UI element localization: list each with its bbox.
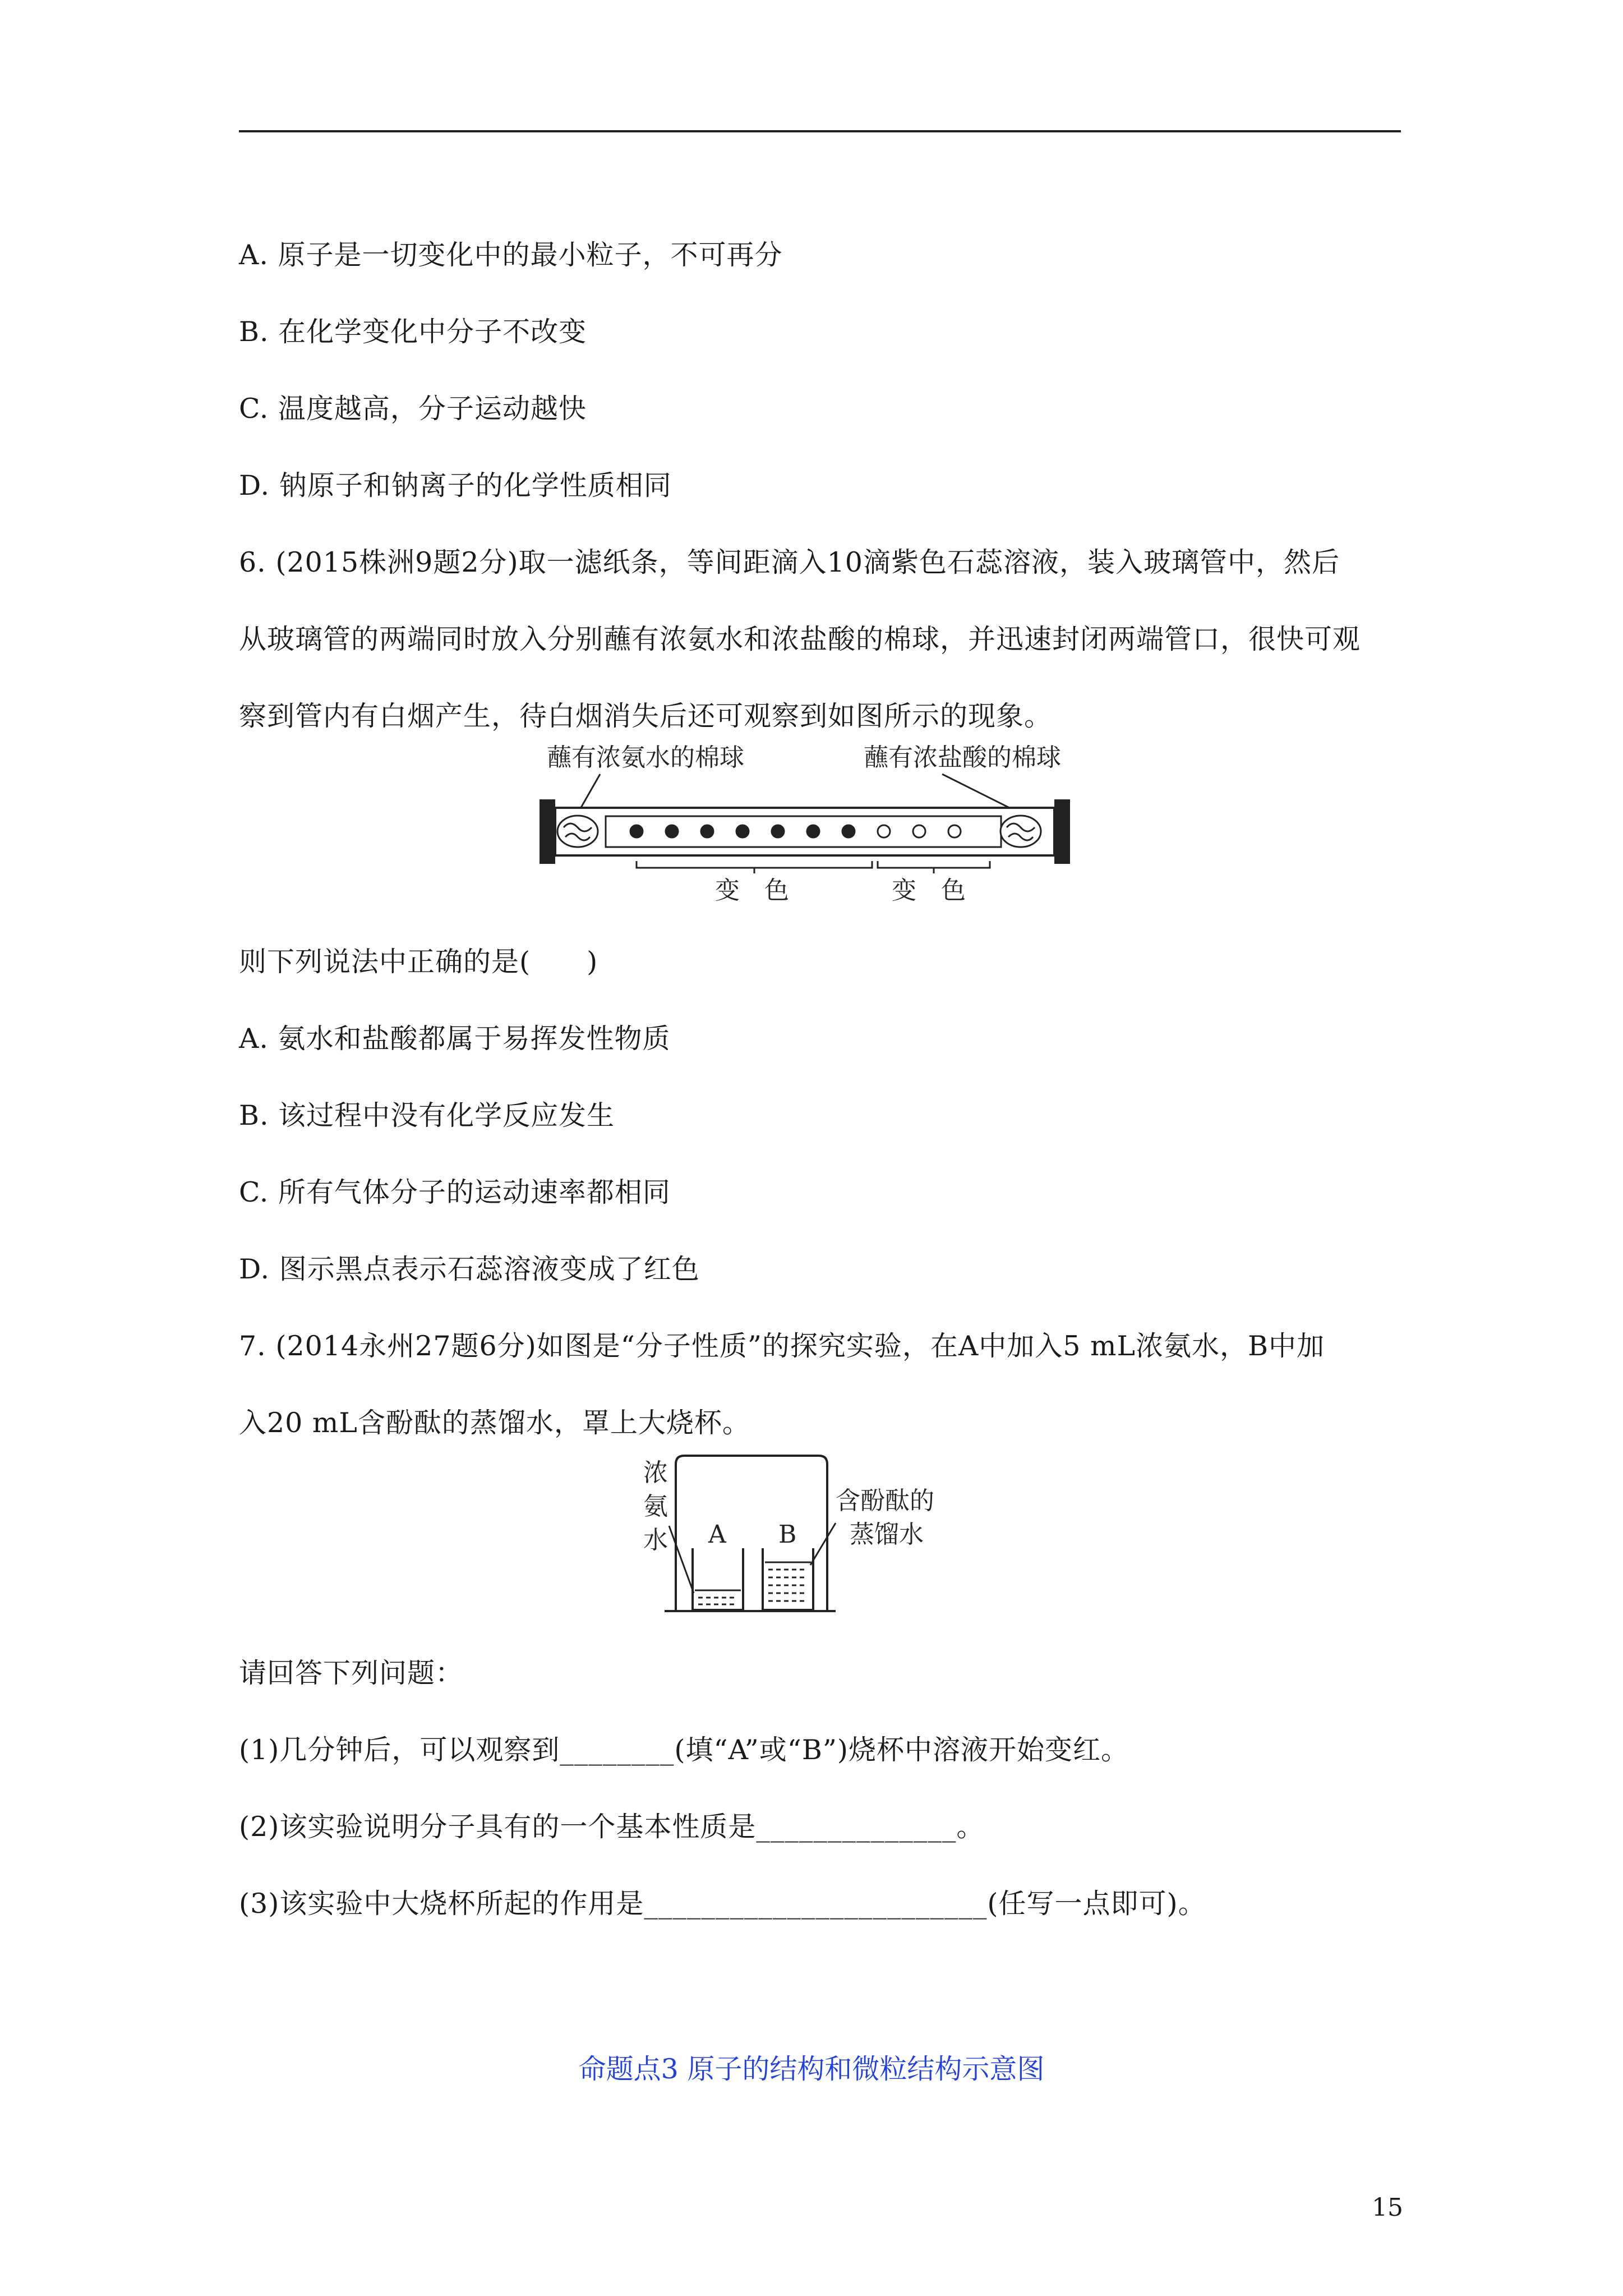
q6-tube-left-cap — [540, 799, 555, 864]
q7-prompt: 请回答下列问题： — [239, 1657, 464, 1689]
q6-drop-filled — [736, 825, 749, 838]
q6-option-a: A. 氨水和盐酸都属于易挥发性物质 — [239, 1023, 671, 1055]
q6-option-c: C. 所有气体分子的运动速率都相同 — [239, 1176, 671, 1208]
q7-beaker-b-label: B — [778, 1520, 797, 1549]
q7-large-beaker — [676, 1456, 827, 1610]
q5-option-d: D. 钠原子和钠离子的化学性质相同 — [239, 470, 672, 501]
q6-bracket-right-label: 变__色 — [892, 876, 966, 903]
section-title: 命题点3 原子的结构和微粒结构示意图 — [578, 2053, 1045, 2085]
q6-question: 则下列说法中正确的是( ) — [239, 946, 598, 978]
q7-label-left-2: 氨 — [643, 1492, 668, 1521]
q6-cotton-ball-left — [557, 816, 598, 847]
q7-label-left-3: 水 — [643, 1526, 668, 1554]
q6-cotton-ball-right — [1000, 816, 1041, 847]
q6-bracket-left-label: 变__色 — [715, 876, 789, 903]
header-rule — [239, 130, 1401, 132]
q7-subquestion-2: (2)该实验说明分子具有的一个基本性质是______________。 — [239, 1811, 985, 1843]
q6-option-b: B. 该过程中没有化学反应发生 — [239, 1099, 615, 1131]
q7-subquestion-1: (1)几分钟后，可以观察到________(填“A”或“B”)烧杯中溶液开始变红。 — [239, 1734, 1129, 1766]
q6-stem-line-1: 6. (2015株洲9题2分)取一滤纸条，等间距滴入10滴紫色石蕊溶液，装入玻璃管中，然后 — [239, 546, 1340, 578]
q6-drop-filled — [630, 825, 643, 838]
q6-drop-filled — [772, 825, 784, 838]
q7-stem-line-1: 7. (2014永州27题6分)如图是“分子性质”的探究实验，在A中加入5 mL浓氨水，B中加 — [239, 1330, 1325, 1362]
q6-drop-filled — [701, 825, 713, 838]
q7-label-right-1: 含酚酞的 — [836, 1487, 934, 1515]
q6-drop-filled — [807, 825, 819, 838]
q7-subquestion-3: (3)该实验中大烧杯所起的作用是________________________(任写一点即可)。 — [239, 1888, 1206, 1920]
q7-label-right-2: 蒸馏水 — [850, 1520, 924, 1549]
q6-drop-hollow — [878, 825, 890, 838]
q6-drop-filled — [666, 825, 678, 838]
q7-label-left-1: 浓 — [643, 1458, 668, 1487]
q6-figure-label-right: 蘸有浓盐酸的棉球 — [864, 743, 1061, 772]
q6-stem-line-2: 从玻璃管的两端同时放入分别蘸有浓氨水和浓盐酸的棉球，并迅速封闭两端管口，很快可观 — [239, 623, 1361, 655]
q6-figure-glass-tube — [538, 740, 1082, 903]
q7-beaker-b — [763, 1520, 813, 1610]
q6-bracket-right — [878, 861, 990, 868]
q6-bracket-left — [637, 861, 872, 868]
q5-option-c: C. 温度越高，分子运动越快 — [239, 393, 587, 425]
q5-option-b: B. 在化学变化中分子不改变 — [239, 316, 587, 348]
q6-figure-label-left: 蘸有浓氨水的棉球 — [547, 743, 744, 772]
q7-beaker-a — [693, 1520, 743, 1610]
q7-stem-line-2: 入20 mL含酚酞的蒸馏水，罩上大烧杯。 — [239, 1407, 750, 1439]
q6-drop-filled — [842, 825, 855, 838]
q7-figure-beakers — [642, 1453, 990, 1616]
q6-drop-hollow — [948, 825, 961, 838]
q6-stem-line-3: 察到管内有白烟产生，待白烟消失后还可观察到如图所示的现象。 — [239, 700, 1053, 732]
page-number: 15 — [1372, 2193, 1403, 2222]
q7-beaker-a-label: A — [708, 1520, 726, 1549]
q6-drop-hollow — [913, 825, 925, 838]
q6-tube-right-cap — [1054, 799, 1070, 864]
q5-option-a: A. 原子是一切变化中的最小粒子，不可再分 — [239, 239, 783, 271]
q6-option-d: D. 图示黑点表示石蕊溶液变成了红色 — [239, 1253, 700, 1285]
